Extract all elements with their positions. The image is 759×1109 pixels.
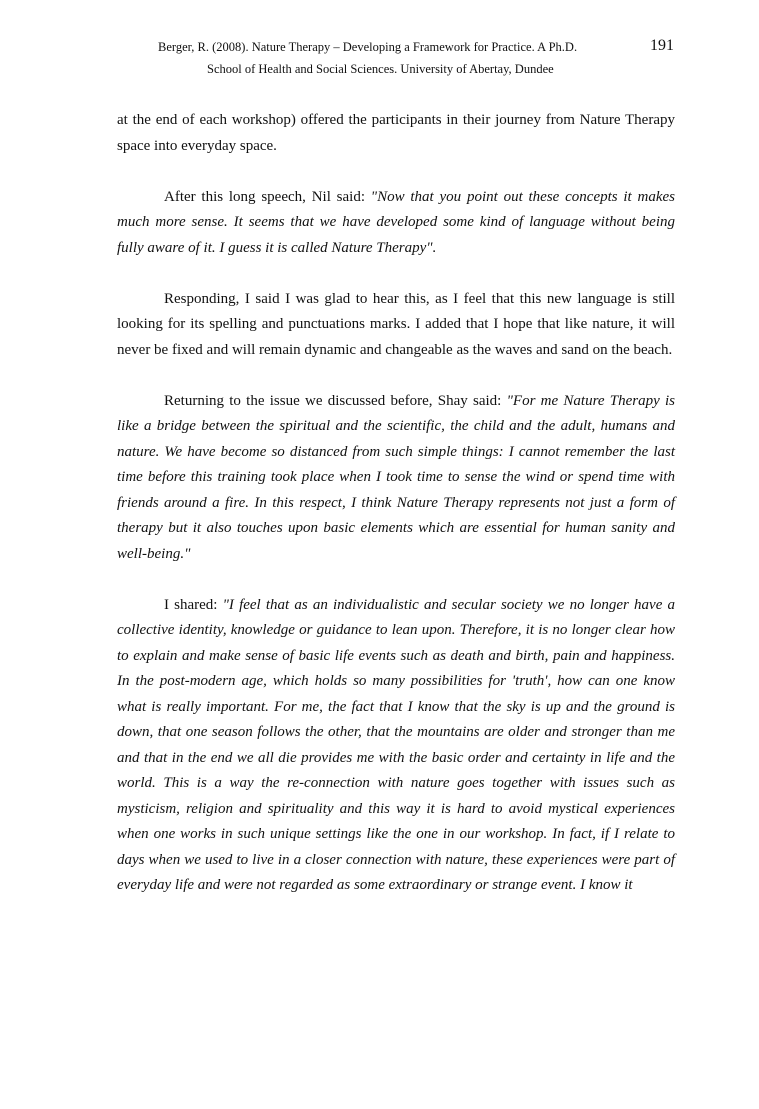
paragraph-response — [117, 287, 675, 364]
paragraph-lead: Returning to the issue we discussed before, Shay said: — [164, 392, 507, 409]
paragraph-shay-quote — [117, 389, 675, 568]
page-number: 191 — [650, 37, 674, 54]
paragraph-continuation — [117, 108, 675, 159]
paragraph-lead: I shared: — [164, 596, 223, 613]
header-citation-line1: Berger, R. (2008). Nature Therapy – Developing a Framework for Practice. A Ph.D. — [158, 40, 578, 54]
nil-quote: "Now that you point out these concepts it makes much more sense. It seems that we have developed some kind of language without being fully aware of it. I guess it is called Nature Therapy". — [117, 188, 675, 256]
body-text — [117, 108, 675, 924]
paragraph-lead: After this long speech, Nil said: — [164, 188, 371, 205]
paragraph-text: Responding, I said I was glad to hear this, as I feel that this new language is still looking for its spelling and punctuations marks. I added that I hope that like nature, it will never be fixed and will remain dynamic and changeable as the waves and sand on the beach. — [117, 290, 675, 358]
paragraph-text: at the end of each workshop) offered the participants in their journey from Nature Therapy space into everyday space. — [117, 112, 675, 154]
shay-quote: "For me Nature Therapy is like a bridge between the spiritual and the scientific, the child and the adult, humans and nature. We have become so distanced from such simple things: I cannot remember the last time before this training took place when I took time to sense the wind or spend time with friends around a fire. In this respect, I think Nature Therapy represents not just a form of therapy but it also touches upon basic elements which are essential for human sanity and well-being." — [117, 392, 676, 562]
paragraph-nil-quote — [117, 185, 675, 262]
shared-quote: "I feel that as an individualistic and secular society we no longer have a collective identity, knowledge or guidance to lean upon. Therefore, it is no longer clear how to explain and make sense of basic life events such as death and birth, pain and happiness. In the post-modern age, which holds so many possibilities for 'truth', how can one know what is really important. For me, the fact that I know that the sky is up and the ground is down, that one season follows the other, that the mountains are older and stronger than me and that in the end we all die provides me with the basic order and certainty in life and the world. This is a way the re-connection with nature goes together with issues such as mysticism, religion and spirituality and this way it is hard to avoid mystical experiences when one works in such unique settings like the one in our workshop. In fact, if I relate to days when we used to live in a closer connection with nature, these experiences were part of everyday life and were not regarded as some extraordinary or strange event. I know it — [117, 596, 676, 893]
paragraph-shared-quote — [117, 593, 675, 899]
header-citation-line2: School of Health and Social Sciences. University of Abertay, Dundee — [207, 62, 554, 76]
